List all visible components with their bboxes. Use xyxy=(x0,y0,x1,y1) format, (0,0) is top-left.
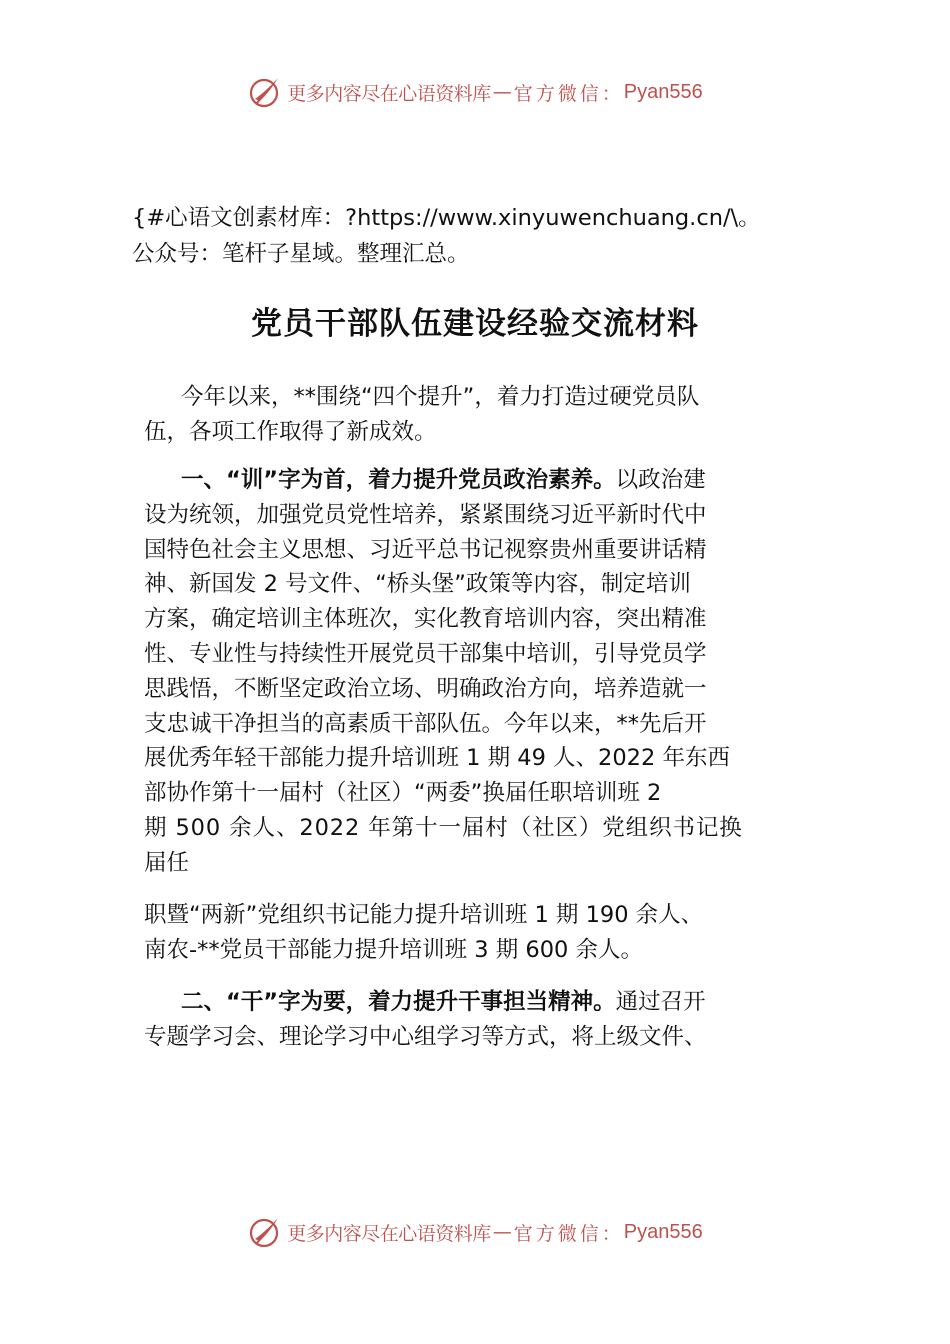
paragraph-line: 部协作第十一届村（社区）“两委”换届任职培训班 2 xyxy=(144,780,662,807)
paragraph-line xyxy=(144,985,824,1020)
paragraph-line: 展优秀年轻干部能力提升培训班 1 期 49 人、2022 年东西 xyxy=(144,745,730,772)
continuation-paragraph xyxy=(144,898,824,968)
paragraph-line xyxy=(144,463,824,498)
paragraph-line: 神、新国发 2 号文件、“桥头堡”政策等内容，制定培训 xyxy=(144,571,691,598)
source-note-line: {#心语文创素材库：?https://www.xinyuwenchuang.cn/\。 xyxy=(132,205,761,231)
source-note-line: 公众号：笔杆子星域。整理汇总。 xyxy=(132,241,470,267)
heading-continuation: 通过召开 xyxy=(615,989,706,1015)
quill-pen-logo-icon xyxy=(247,74,283,110)
paragraph-line: 伍，各项工作取得了新成效。 xyxy=(144,418,437,445)
watermark-banner-top xyxy=(0,72,950,112)
intro-paragraph xyxy=(144,380,824,450)
paragraph-line: 今年以来，**围绕“四个提升”，着力打造过硬党员队 xyxy=(181,384,700,410)
quill-pen-logo-icon xyxy=(247,1214,283,1250)
paragraph-line: 南农-**党员干部能力提升培训班 3 期 600 余人。 xyxy=(144,936,643,963)
watermark-separator: — xyxy=(492,1221,512,1243)
paragraph-line: 专题学习会、理论学习中心组学习等方式，将上级文件、 xyxy=(144,1023,707,1050)
paragraph-line: 方案，确定培训主体班次，实化教育培训内容，突出精准 xyxy=(144,606,707,633)
watermark-wechat-label: 官方微信： xyxy=(513,1222,624,1245)
watermark-wechat-id: Pyan556 xyxy=(623,80,703,103)
section-heading: 一、“训”字为首，着力提升党员政治素养。 xyxy=(181,467,616,493)
watermark-brand-text: 更多内容尽在心语资料库 xyxy=(287,1222,491,1245)
watermark-separator: — xyxy=(492,81,512,103)
section-heading: 二、“干”字为要，着力提升干事担当精神。 xyxy=(181,989,616,1015)
paragraph-line: 性、专业性与持续性开展党员干部集中培训，引导党员学 xyxy=(144,640,707,667)
document-title: 党员干部队伍建设经验交流材料 xyxy=(251,306,699,342)
paragraph-line: 国特色社会主义思想、习近平总书记视察贵州重要讲话精 xyxy=(144,536,707,563)
paragraph-line: 思践悟，不断坚定政治立场、明确政治方向，培养造就一 xyxy=(144,675,707,702)
section-two-paragraph xyxy=(144,985,824,1055)
watermark-wechat-id: Pyan556 xyxy=(623,1220,703,1243)
paragraph-line: 期 500 余人、2022 年第十一届村（社区）党组织书记换 xyxy=(144,814,743,841)
source-note xyxy=(132,200,832,272)
heading-continuation: 以政治建 xyxy=(615,467,706,493)
paragraph-line: 职暨“两新”党组织书记能力提升培训班 1 期 190 余人、 xyxy=(144,902,704,928)
section-one-paragraph xyxy=(144,463,824,881)
paragraph-line: 届任 xyxy=(144,849,190,876)
watermark-brand-text: 更多内容尽在心语资料库 xyxy=(287,82,491,105)
paragraph-line: 支忠诚干净担当的高素质干部队伍。今年以来，**先后开 xyxy=(144,710,707,737)
watermark-banner-bottom xyxy=(0,1212,950,1252)
paragraph-line: 设为统领，加强党员党性培养，紧紧围绕习近平新时代中 xyxy=(144,501,707,528)
watermark-wechat-label: 官方微信： xyxy=(513,82,624,105)
